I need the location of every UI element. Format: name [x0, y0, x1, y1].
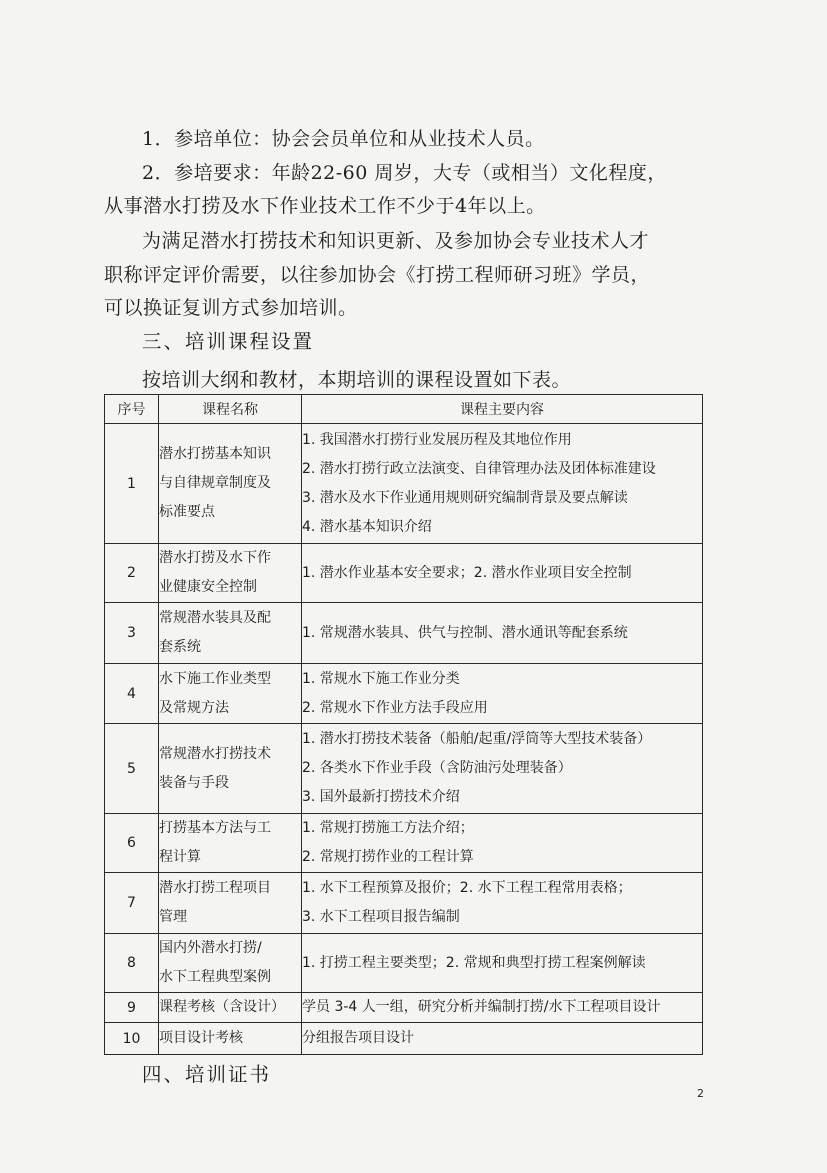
- course-content: [302, 664, 703, 724]
- paragraph-retraining-line2: 职称评定评价需要，以往参加协会《打捞工程师研习班》学员，: [104, 264, 651, 286]
- course-content-line: 1. 水下工程预算及报价；2. 水下工程工程常用表格；: [302, 880, 632, 896]
- row-number: 1: [105, 424, 159, 544]
- row-number: 9: [105, 993, 159, 1023]
- course-content-line: 2. 常规打捞作业的工程计算: [302, 849, 474, 865]
- row-number: 4: [105, 664, 159, 724]
- course-content-line: 2. 潜水打捞行政立法演变、自律管理办法及团体标准建设: [302, 460, 656, 477]
- course-content-line: 1. 常规水下施工作业分类: [302, 670, 460, 687]
- row-number: 5: [105, 724, 159, 814]
- course-name-line: 潜水打捞基本知识: [159, 446, 271, 462]
- table-row: [105, 934, 703, 993]
- paragraph-requirements-line1: 2．参培要求：年龄22-60 周岁，大专（或相当）文化程度，: [142, 162, 667, 184]
- paragraph-table-intro: 按培训大纲和教材，本期培训的课程设置如下表。: [142, 369, 572, 391]
- course-name: [159, 544, 302, 603]
- course-content: [302, 993, 703, 1023]
- course-content: [302, 424, 703, 544]
- course-name-line: 打捞基本方法与工: [159, 820, 271, 836]
- course-name-line: 业健康安全控制: [159, 579, 257, 595]
- course-name: [159, 603, 302, 664]
- course-content: [302, 873, 703, 934]
- course-name-line: 项目设计考核: [159, 1030, 243, 1046]
- paragraph-requirements-line2: 从事潜水打捞及水下作业技术工作不少于4年以上。: [104, 195, 546, 217]
- section-heading-certificate: 四、培训证书: [142, 1063, 272, 1086]
- course-content-line: 1. 潜水作业基本安全要求；2. 潜水作业项目安全控制: [302, 564, 632, 581]
- course-content-line: 学员 3-4 人一组，研究分析并编制打捞/水下工程项目设计: [302, 999, 661, 1015]
- course-content: [302, 934, 703, 993]
- page-number: 2: [697, 1087, 704, 1100]
- course-name-line: 装备与手段: [159, 774, 229, 791]
- table-row: [105, 603, 703, 664]
- course-content: [302, 603, 703, 664]
- course-name-line: 程计算: [159, 849, 201, 865]
- course-name-line: 潜水打捞工程项目: [159, 880, 271, 896]
- paragraph-retraining-line1: 为满足潜水打捞技术和知识更新、及参加协会专业技术人才: [142, 230, 650, 252]
- table-row: [105, 993, 703, 1023]
- course-table: [104, 394, 703, 1055]
- paragraph-participants: 1．参培单位：协会会员单位和从业技术人员。: [142, 128, 545, 150]
- course-name-line: 管理: [159, 909, 187, 925]
- row-number: 3: [105, 603, 159, 664]
- course-content-line: 3. 水下工程项目报告编制: [302, 909, 460, 925]
- course-content-line: 1. 常规打捞施工方法介绍；: [302, 820, 474, 836]
- course-name-line: 及常规方法: [159, 699, 229, 716]
- course-content-line: 分组报告项目设计: [302, 1030, 414, 1046]
- table-row: [105, 814, 703, 873]
- course-name-line: 国内外潜水打捞/: [159, 940, 262, 956]
- course-content: [302, 544, 703, 603]
- row-number: 6: [105, 814, 159, 873]
- course-name: [159, 664, 302, 724]
- course-name-line: 课程考核（含设计）: [159, 999, 285, 1015]
- course-name-line: 与自律规章制度及: [159, 475, 271, 491]
- course-name: [159, 724, 302, 814]
- course-name: [159, 993, 302, 1023]
- table-row: [105, 664, 703, 724]
- course-name-line: 水下工程典型案例: [159, 969, 271, 985]
- course-name: [159, 1023, 302, 1055]
- course-content-line: 1. 我国潜水打捞行业发展历程及其地位作用: [302, 431, 572, 448]
- course-name-line: 标准要点: [159, 504, 215, 520]
- course-content-line: 1. 潜水打捞技术装备（船舶/起重/浮筒等大型技术装备）: [302, 731, 652, 747]
- header-course-name: 课程名称: [159, 395, 302, 424]
- table-row: [105, 424, 703, 544]
- course-content-line: 1. 打捞工程主要类型；2. 常规和典型打捞工程案例解读: [302, 954, 646, 971]
- course-content-line: 2. 常规水下作业方法手段应用: [302, 699, 488, 716]
- course-name: [159, 934, 302, 993]
- course-content-line: 3. 潜水及水下作业通用规则研究编制背景及要点解读: [302, 489, 628, 506]
- course-content-line: 4. 潜水基本知识介绍: [302, 518, 432, 535]
- table-row: [105, 544, 703, 603]
- course-name: [159, 814, 302, 873]
- row-number: 7: [105, 873, 159, 934]
- course-name: [159, 424, 302, 544]
- header-course-content: 课程主要内容: [302, 395, 703, 424]
- row-number: 10: [105, 1023, 159, 1055]
- course-name-line: 套系统: [159, 639, 201, 655]
- course-content-line: 3. 国外最新打捞技术介绍: [302, 789, 460, 805]
- paragraph-retraining-line3: 可以换证复训方式参加培训。: [104, 297, 358, 319]
- section-heading-courses: 三、培训课程设置: [142, 330, 315, 353]
- course-name-line: 常规潜水装具及配: [159, 610, 271, 626]
- course-content-line: 2. 各类水下作业手段（含防油污处理装备）: [302, 760, 572, 776]
- row-number: 2: [105, 544, 159, 603]
- course-content: [302, 1023, 703, 1055]
- table-row: [105, 1023, 703, 1055]
- table-row: [105, 724, 703, 814]
- course-content: [302, 814, 703, 873]
- course-content-line: 1. 常规潜水装具、供气与控制、潜水通讯等配套系统: [302, 624, 628, 641]
- course-name-line: 水下施工作业类型: [159, 670, 271, 687]
- table-header-row: [105, 395, 703, 424]
- course-name-line: 常规潜水打捞技术: [159, 745, 271, 762]
- course-name-line: 潜水打捞及水下作: [159, 550, 271, 566]
- row-number: 8: [105, 934, 159, 993]
- header-number: 序号: [105, 395, 159, 424]
- table-row: [105, 873, 703, 934]
- course-content: [302, 724, 703, 814]
- course-name: [159, 873, 302, 934]
